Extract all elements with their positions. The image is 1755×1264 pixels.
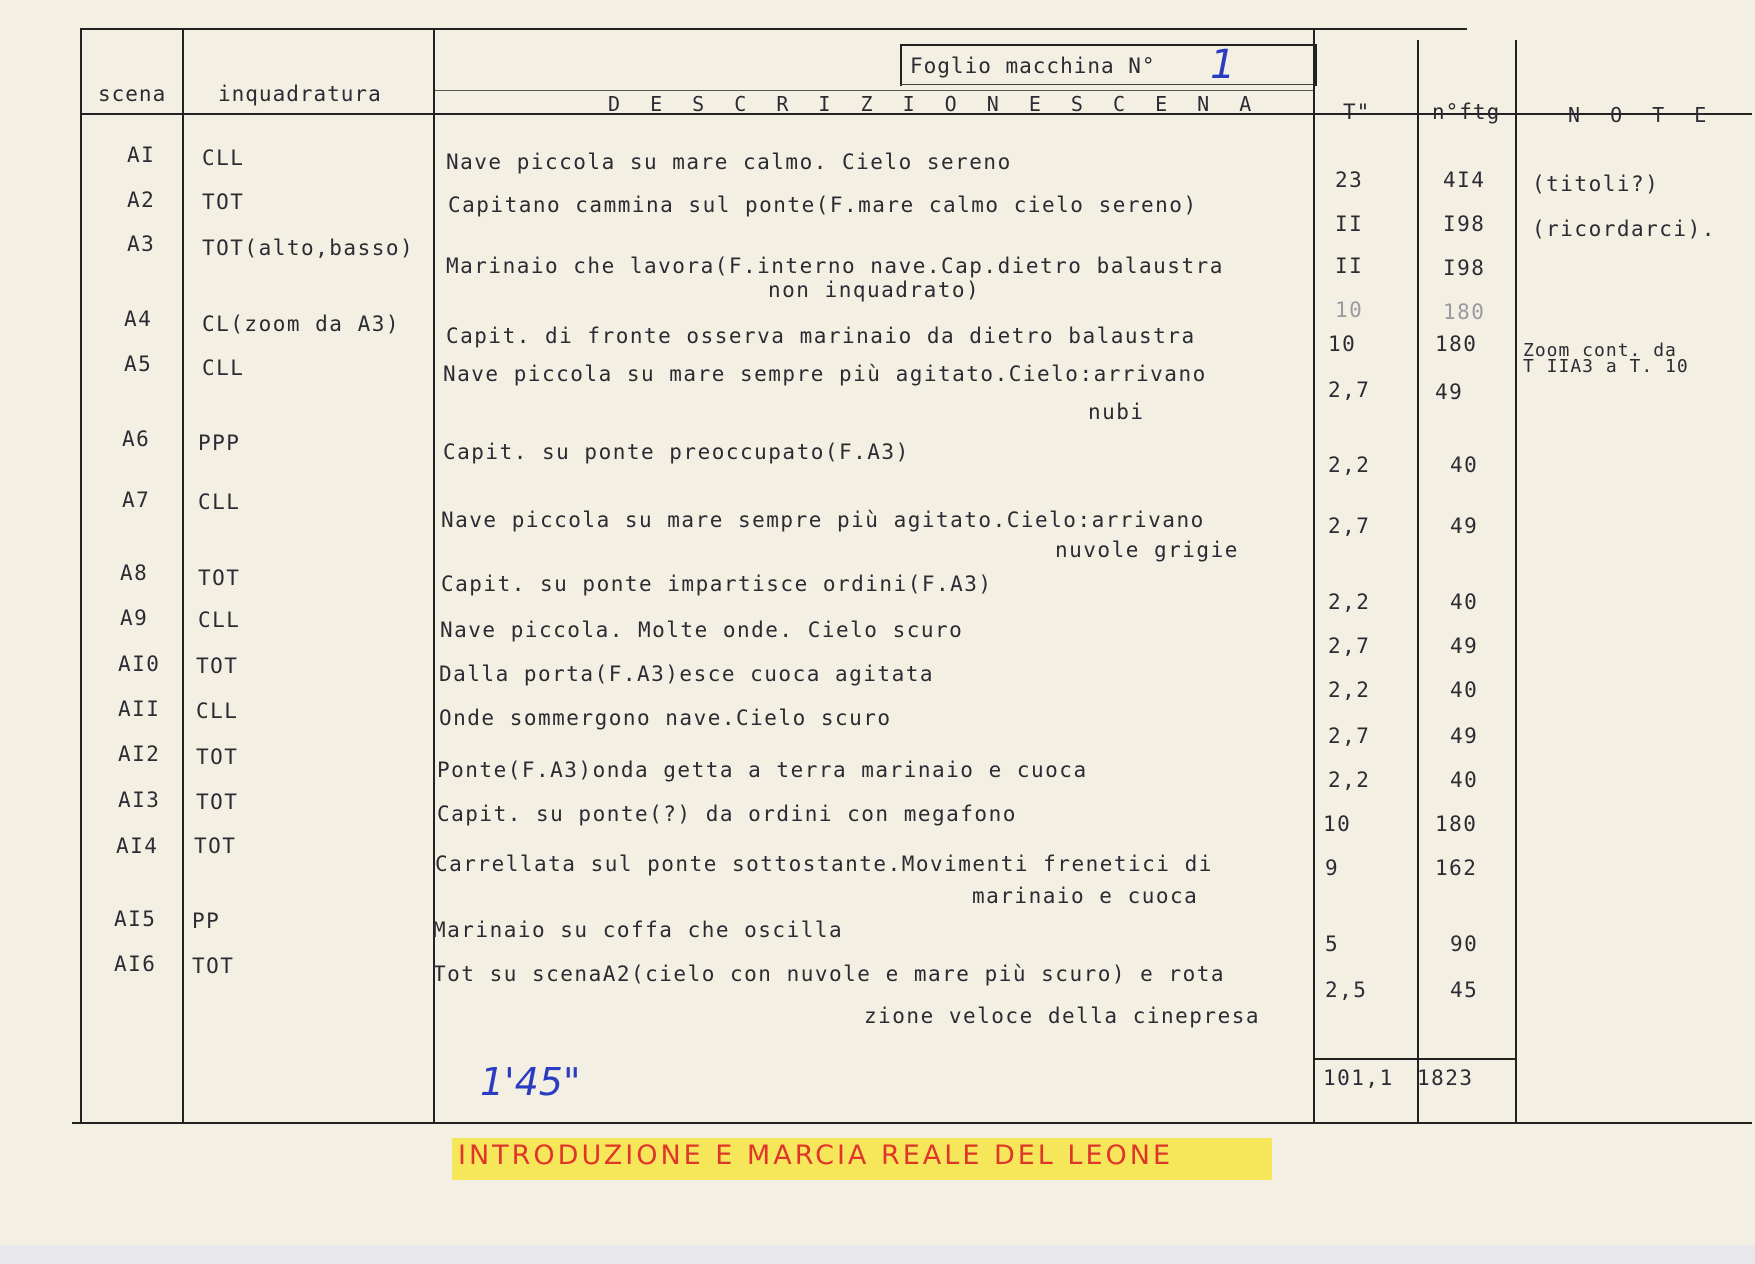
row-description: Nave piccola su mare calmo. Cielo sereno <box>446 150 1012 174</box>
foglio-box-bottom <box>900 84 1313 85</box>
row-inquadratura: TOT <box>192 954 235 978</box>
row-description-cont: nuvole grigie <box>1055 538 1239 562</box>
row-description: Marinaio su coffa che oscilla <box>433 918 844 942</box>
row-inquadratura: TOT <box>202 190 245 214</box>
row-t: 10 <box>1323 812 1352 836</box>
table-left-border <box>80 28 82 1122</box>
row-t: II <box>1335 212 1364 236</box>
row-inquadratura: CLL <box>198 608 241 632</box>
row-scena: AI3 <box>118 788 161 812</box>
row-description: Carrellata sul ponte sottostante.Movimenti frenetici di <box>435 852 1213 876</box>
row-inquadratura: TOT(alto,basso) <box>202 236 415 260</box>
row-inquadratura: TOT <box>196 654 239 678</box>
row-scena: AI5 <box>114 907 157 931</box>
row-t: 23 <box>1335 168 1364 192</box>
row-ftg: 49 <box>1450 724 1479 748</box>
row-description: Capit. di fronte osserva marinaio da dietro balaustra <box>446 324 1196 348</box>
row-description-cont: nubi <box>1088 400 1145 424</box>
row-ftg: 49 <box>1435 380 1464 404</box>
row-description: Nave piccola su mare sempre più agitato.Cielo:arrivano <box>441 508 1205 532</box>
row-inquadratura: CLL <box>198 490 241 514</box>
row-t: 2,7 <box>1328 634 1371 658</box>
row-description: Marinaio che lavora(F.interno nave.Cap.dietro balaustra <box>446 254 1224 278</box>
row-inquadratura: TOT <box>194 834 237 858</box>
row-t: 9 <box>1325 856 1340 880</box>
row-inquadratura: CLL <box>202 356 245 380</box>
scan-edge <box>0 1245 1755 1264</box>
row-t: 2,2 <box>1328 453 1371 477</box>
row-note: T IIA3 a T. 10 <box>1523 356 1689 377</box>
row-description: Nave piccola. Molte onde. Cielo scuro <box>440 618 964 642</box>
row-ftg: 40 <box>1450 768 1479 792</box>
row-description-cont: non inquadrato) <box>768 278 981 302</box>
header-scena: scena <box>98 82 167 106</box>
header-note: N O T E <box>1568 103 1716 127</box>
row-description: Capitano cammina sul ponte(F.mare calmo cielo sereno) <box>448 193 1198 217</box>
row-inquadratura: PPP <box>198 431 241 455</box>
row-description: Nave piccola su mare sempre più agitato.Cielo:arrivano <box>443 362 1207 386</box>
row-description: Capit. su ponte(?) da ordini con megafono <box>437 802 1017 826</box>
row-note: Zoom cont. da <box>1523 340 1677 361</box>
header-nftg: n°ftg <box>1432 100 1501 124</box>
header-subline <box>435 90 1315 91</box>
col-sep-scena <box>182 30 184 1122</box>
totals-rule <box>1313 1058 1517 1060</box>
row-description: Capit. su ponte preoccupato(F.A3) <box>443 440 910 464</box>
row-scena: A5 <box>124 352 153 376</box>
row-ftg: 49 <box>1450 514 1479 538</box>
row-ftg: I98 <box>1443 256 1486 280</box>
row-inquadratura: TOT <box>196 745 239 769</box>
row-ftg: 49 <box>1450 634 1479 658</box>
row-description: Onde sommergono nave.Cielo scuro <box>439 706 892 730</box>
row-ftg: 180 <box>1435 332 1478 356</box>
row-t: 2,5 <box>1325 978 1368 1002</box>
header-descrizione: D E S C R I Z I O N E S C E N A <box>608 92 1261 116</box>
row-inquadratura: CLL <box>202 146 245 170</box>
table-top-border <box>82 28 1467 30</box>
row-description: Ponte(F.A3)onda getta a terra marinaio e cuoca <box>437 758 1088 782</box>
row-scena: AI6 <box>114 952 157 976</box>
row-t: II <box>1335 254 1364 278</box>
row-description: Capit. su ponte impartisce ordini(F.A3) <box>441 572 993 596</box>
row-scena: A6 <box>122 427 151 451</box>
row-t: 2,7 <box>1328 514 1371 538</box>
row-ftg: I98 <box>1443 212 1486 236</box>
row-t: 2,2 <box>1328 768 1371 792</box>
col-sep-t <box>1417 40 1419 1122</box>
row-inquadratura: CLL <box>196 699 239 723</box>
row-scena: A3 <box>127 232 156 256</box>
row-description-cont: marinaio e cuoca <box>972 884 1199 908</box>
row-t: 2,2 <box>1328 678 1371 702</box>
struck-t: 10 <box>1335 298 1364 322</box>
row-ftg: 40 <box>1450 453 1479 477</box>
row-inquadratura: CL(zoom da A3) <box>202 312 401 336</box>
row-ftg: 40 <box>1450 590 1479 614</box>
highlighted-title: INTRODUZIONE E MARCIA REALE DEL LEONE <box>458 1140 1174 1171</box>
row-scena: AI0 <box>118 652 161 676</box>
total-ftg: 1823 <box>1417 1066 1474 1090</box>
row-scena: AII <box>118 697 161 721</box>
row-description-cont: zione veloce della cinepresa <box>864 1004 1261 1028</box>
row-inquadratura: TOT <box>198 566 241 590</box>
row-t: 2,7 <box>1328 378 1371 402</box>
row-ftg: 4I4 <box>1443 168 1486 192</box>
header-t: T" <box>1343 100 1371 124</box>
row-description: Dalla porta(F.A3)esce cuoca agitata <box>439 662 935 686</box>
total-t: 101,1 <box>1323 1066 1394 1090</box>
row-ftg: 162 <box>1435 856 1478 880</box>
handwritten-duration: 1'45" <box>480 1060 581 1104</box>
row-inquadratura: PP <box>192 909 221 933</box>
col-sep-descrizione <box>1313 30 1315 1122</box>
header-inquadratura: inquadratura <box>218 82 382 106</box>
row-t: 2,7 <box>1328 724 1371 748</box>
row-ftg: 90 <box>1450 932 1479 956</box>
col-sep-ftg <box>1515 40 1517 1122</box>
struck-ftg: 180 <box>1443 300 1486 324</box>
row-ftg: 40 <box>1450 678 1479 702</box>
row-scena: A2 <box>127 188 156 212</box>
row-note: (titoli?) <box>1532 172 1660 196</box>
row-scena: A4 <box>124 307 153 331</box>
row-t: 2,2 <box>1328 590 1371 614</box>
row-scena: A7 <box>122 488 151 512</box>
row-note: (ricordarci). <box>1532 217 1716 241</box>
row-inquadratura: TOT <box>196 790 239 814</box>
row-t: 10 <box>1328 332 1357 356</box>
foglio-label: Foglio macchina N° <box>910 54 1156 78</box>
row-ftg: 180 <box>1435 812 1478 836</box>
row-scena: A9 <box>120 606 149 630</box>
foglio-number: 1 <box>1210 42 1236 88</box>
row-scena: AI2 <box>118 742 161 766</box>
row-t: 5 <box>1325 932 1340 956</box>
table-bottom-border <box>72 1122 1752 1124</box>
row-scena: A8 <box>120 561 149 585</box>
row-scena: AI <box>127 143 156 167</box>
col-sep-inquadratura <box>433 30 435 1122</box>
row-scena: AI4 <box>116 834 159 858</box>
row-ftg: 45 <box>1450 978 1479 1002</box>
row-description: Tot su scenaA2(cielo con nuvole e mare più scuro) e rota <box>433 962 1226 986</box>
